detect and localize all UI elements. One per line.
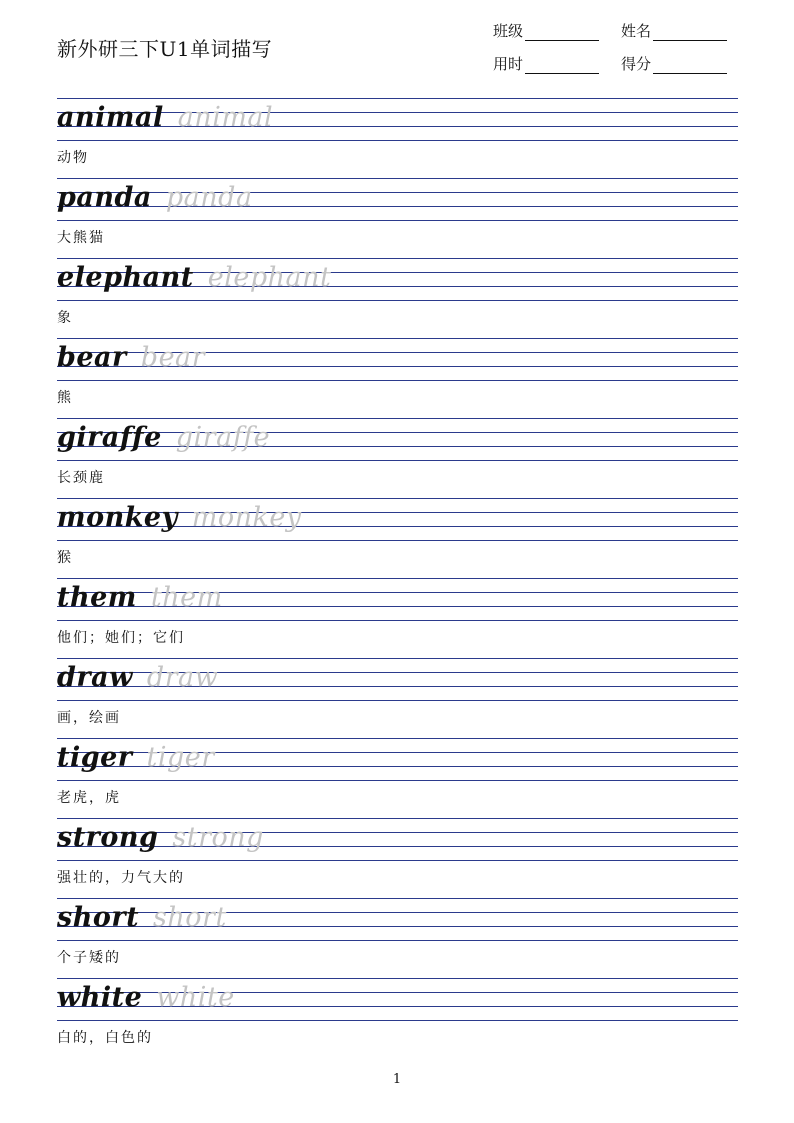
word-writing [57,740,215,776]
guide-line [57,898,738,899]
word-row [57,178,738,258]
guide-line [57,460,738,461]
name-blank[interactable] [653,26,727,41]
english-word: panda [57,182,152,213]
guide-line [57,220,738,221]
english-word: giraffe [57,422,162,453]
guide-line [57,940,738,941]
guide-line [57,658,738,659]
chinese-meaning: 长颈鹿 [57,470,105,486]
tracing-word: giraffe [175,422,271,453]
page-title: 新外研三下U1单词描写 [57,37,273,61]
guide-line [57,140,738,141]
english-word: monkey [57,502,178,533]
word-row [57,498,738,578]
word-row [57,338,738,418]
guide-line [57,98,738,99]
page-number: 1 [392,1072,402,1087]
word-writing [57,100,273,136]
word-writing [57,260,331,296]
tracing-word: elephant [207,262,332,293]
chinese-meaning: 动物 [57,150,89,166]
english-word: tiger [57,742,133,773]
word-writing [57,420,270,456]
tracing-word: short [153,902,227,933]
guide-line [57,498,738,499]
guide-line [57,780,738,781]
chinese-meaning: 老虎，虎 [57,790,121,806]
tracing-word: tiger [146,742,215,773]
guide-line [57,418,738,419]
word-writing [57,660,218,696]
time-field [493,53,599,74]
word-writing [57,500,302,536]
word-row [57,898,738,978]
word-row [57,418,738,498]
chinese-meaning: 个子矮的 [57,950,121,966]
word-row [57,818,738,898]
class-label: 班级 [493,22,524,40]
guide-line [57,1020,738,1021]
word-writing [57,980,235,1016]
tracing-word: draw [146,662,219,693]
guide-line [57,818,738,819]
chinese-meaning: 象 [57,310,73,326]
chinese-meaning: 他们；她们；它们 [57,630,185,646]
english-word: white [57,982,143,1013]
chinese-meaning: 熊 [57,390,73,406]
time-blank[interactable] [525,59,599,74]
tracing-word: monkey [191,502,302,533]
word-writing [57,580,223,616]
english-word: elephant [57,262,194,293]
chinese-meaning: 强壮的，力气大的 [57,870,185,886]
name-field [621,20,727,41]
score-field [621,53,727,74]
english-word: strong [57,822,159,853]
word-writing [57,900,227,936]
guide-line [57,540,738,541]
word-row [57,658,738,738]
word-row [57,258,738,338]
word-row [57,98,738,178]
guide-line [57,300,738,301]
guide-line [57,578,738,579]
tracing-word: white [156,982,235,1013]
name-label: 姓名 [621,22,652,40]
chinese-meaning: 大熊猫 [57,230,105,246]
word-row [57,738,738,818]
guide-line [57,700,738,701]
chinese-meaning: 猴 [57,550,73,566]
word-row [57,578,738,658]
tracing-word: strong [172,822,264,853]
time-label: 用时 [493,55,524,73]
english-word: them [57,582,137,613]
chinese-meaning: 画，绘画 [57,710,121,726]
tracing-word: animal [177,102,274,133]
guide-line [57,380,738,381]
word-row [57,978,738,1058]
english-word: animal [57,102,164,133]
word-writing [57,180,253,216]
word-writing [57,340,205,376]
guide-line [57,860,738,861]
class-blank[interactable] [525,26,599,41]
class-field [493,20,599,41]
word-writing [57,820,264,856]
guide-line [57,620,738,621]
english-word: short [57,902,140,933]
chinese-meaning: 白的，白色的 [57,1030,153,1046]
tracing-word: them [150,582,223,613]
guide-line [57,978,738,979]
guide-line [57,258,738,259]
guide-line [57,338,738,339]
guide-line [57,178,738,179]
tracing-word: bear [140,342,206,373]
guide-line [57,738,738,739]
english-word: bear [57,342,127,373]
score-blank[interactable] [653,59,727,74]
english-word: draw [57,662,133,693]
score-label: 得分 [621,55,652,73]
tracing-word: panda [165,182,253,213]
